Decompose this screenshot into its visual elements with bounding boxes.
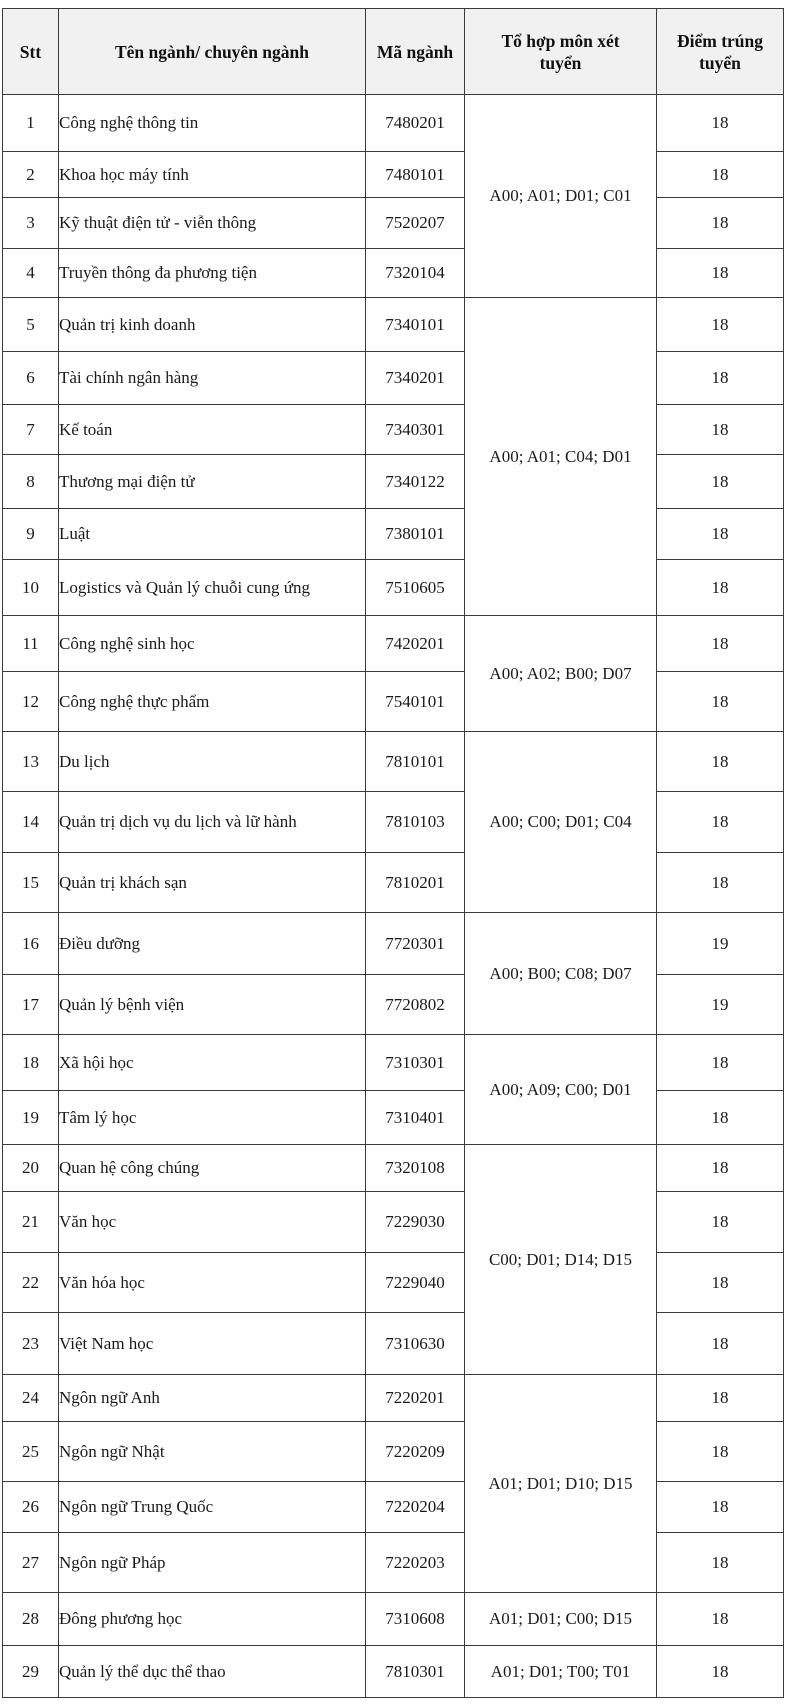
table-row xyxy=(3,95,784,152)
row-major-code: 7220201 xyxy=(366,1375,465,1422)
admission-scores-table xyxy=(2,8,784,1698)
table-row xyxy=(3,1313,784,1375)
row-major-code: 7720802 xyxy=(366,975,465,1035)
row-stt: 27 xyxy=(3,1533,59,1593)
row-stt: 5 xyxy=(3,298,59,352)
table-row xyxy=(3,509,784,560)
row-admission-score: 18 xyxy=(657,732,784,792)
row-major-name: Việt Nam học xyxy=(59,1313,366,1375)
row-admission-score: 18 xyxy=(657,1422,784,1482)
row-stt: 21 xyxy=(3,1192,59,1253)
row-admission-score: 18 xyxy=(657,792,784,853)
row-admission-score: 18 xyxy=(657,352,784,405)
subject-combination-cell: A00; C00; D01; C04 xyxy=(465,732,657,913)
row-stt: 15 xyxy=(3,853,59,913)
row-major-code: 7510605 xyxy=(366,560,465,616)
table-row xyxy=(3,732,784,792)
row-admission-score: 18 xyxy=(657,1091,784,1145)
row-stt: 12 xyxy=(3,672,59,732)
table-row xyxy=(3,455,784,509)
row-major-code: 7810101 xyxy=(366,732,465,792)
subject-combination-cell: A00; A09; C00; D01 xyxy=(465,1035,657,1145)
row-major-name: Quan hệ công chúng xyxy=(59,1145,366,1192)
row-stt: 13 xyxy=(3,732,59,792)
row-major-name: Tâm lý học xyxy=(59,1091,366,1145)
row-major-code: 7310401 xyxy=(366,1091,465,1145)
table-row xyxy=(3,1533,784,1593)
row-major-code: 7480101 xyxy=(366,152,465,198)
table-row xyxy=(3,1253,784,1313)
row-admission-score: 18 xyxy=(657,1192,784,1253)
row-admission-score: 18 xyxy=(657,152,784,198)
table-row xyxy=(3,198,784,249)
subject-combination-cell: C00; D01; D14; D15 xyxy=(465,1145,657,1375)
table-row xyxy=(3,853,784,913)
row-stt: 1 xyxy=(3,95,59,152)
row-major-code: 7810103 xyxy=(366,792,465,853)
row-major-code: 7310630 xyxy=(366,1313,465,1375)
header-subject-combination xyxy=(465,9,657,95)
header-major-name: Tên ngành/ chuyên ngành xyxy=(59,9,366,95)
row-major-name: Ngôn ngữ Nhật xyxy=(59,1422,366,1482)
row-admission-score: 18 xyxy=(657,455,784,509)
subject-combination-cell: A01; D01; T00; T01 xyxy=(465,1646,657,1698)
row-stt: 29 xyxy=(3,1646,59,1698)
row-major-code: 7310301 xyxy=(366,1035,465,1091)
row-major-code: 7420201 xyxy=(366,616,465,672)
subject-combination-cell: A00; A01; D01; C01 xyxy=(465,95,657,298)
table-row xyxy=(3,1145,784,1192)
row-admission-score: 18 xyxy=(657,1145,784,1192)
row-major-code: 7340301 xyxy=(366,405,465,455)
table-row xyxy=(3,913,784,975)
row-major-code: 7810201 xyxy=(366,853,465,913)
row-major-name: Đông phương học xyxy=(59,1593,366,1646)
subject-combination-cell: A00; B00; C08; D07 xyxy=(465,913,657,1035)
row-stt: 6 xyxy=(3,352,59,405)
row-major-code: 7229040 xyxy=(366,1253,465,1313)
row-admission-score: 18 xyxy=(657,672,784,732)
table-row xyxy=(3,1422,784,1482)
row-admission-score: 18 xyxy=(657,1313,784,1375)
table-row xyxy=(3,560,784,616)
row-major-code: 7320104 xyxy=(366,249,465,298)
row-major-name: Quản trị kinh doanh xyxy=(59,298,366,352)
row-stt: 8 xyxy=(3,455,59,509)
row-stt: 3 xyxy=(3,198,59,249)
row-major-name: Thương mại điện tử xyxy=(59,455,366,509)
row-stt: 10 xyxy=(3,560,59,616)
row-major-code: 7220204 xyxy=(366,1482,465,1533)
row-major-code: 7380101 xyxy=(366,509,465,560)
row-admission-score: 18 xyxy=(657,405,784,455)
table-row xyxy=(3,1593,784,1646)
row-admission-score: 18 xyxy=(657,1593,784,1646)
row-major-name: Văn học xyxy=(59,1192,366,1253)
header-admission-score-label: Điểm trúng tuyển xyxy=(676,30,764,73)
table-row xyxy=(3,616,784,672)
row-major-code: 7340201 xyxy=(366,352,465,405)
row-major-code: 7720301 xyxy=(366,913,465,975)
table-row xyxy=(3,672,784,732)
row-admission-score: 18 xyxy=(657,1375,784,1422)
header-subject-combination-label: Tổ hợp môn xét tuyển xyxy=(501,30,620,73)
row-admission-score: 18 xyxy=(657,298,784,352)
table-row xyxy=(3,298,784,352)
table-row xyxy=(3,405,784,455)
row-admission-score: 18 xyxy=(657,1035,784,1091)
row-stt: 18 xyxy=(3,1035,59,1091)
row-major-name: Ngôn ngữ Trung Quốc xyxy=(59,1482,366,1533)
row-admission-score: 19 xyxy=(657,913,784,975)
table-row xyxy=(3,352,784,405)
row-major-name: Công nghệ sinh học xyxy=(59,616,366,672)
row-major-code: 7340122 xyxy=(366,455,465,509)
row-major-name: Kế toán xyxy=(59,405,366,455)
row-stt: 26 xyxy=(3,1482,59,1533)
row-stt: 7 xyxy=(3,405,59,455)
row-major-name: Quản lý bệnh viện xyxy=(59,975,366,1035)
row-major-code: 7220203 xyxy=(366,1533,465,1593)
row-major-name: Ngôn ngữ Pháp xyxy=(59,1533,366,1593)
row-admission-score: 18 xyxy=(657,560,784,616)
row-admission-score: 18 xyxy=(657,1533,784,1593)
row-stt: 22 xyxy=(3,1253,59,1313)
row-stt: 11 xyxy=(3,616,59,672)
table-row xyxy=(3,792,784,853)
row-stt: 23 xyxy=(3,1313,59,1375)
row-major-name: Quản trị dịch vụ du lịch và lữ hành xyxy=(59,792,366,853)
row-major-name: Kỹ thuật điện tử - viễn thông xyxy=(59,198,366,249)
row-major-name: Du lịch xyxy=(59,732,366,792)
row-stt: 2 xyxy=(3,152,59,198)
row-admission-score: 18 xyxy=(657,509,784,560)
row-major-name: Khoa học máy tính xyxy=(59,152,366,198)
table-row xyxy=(3,1646,784,1698)
table-row xyxy=(3,1091,784,1145)
row-stt: 17 xyxy=(3,975,59,1035)
row-major-name: Điều dưỡng xyxy=(59,913,366,975)
subject-combination-cell: A01; D01; C00; D15 xyxy=(465,1593,657,1646)
row-admission-score: 18 xyxy=(657,1482,784,1533)
row-major-code: 7480201 xyxy=(366,95,465,152)
row-admission-score: 18 xyxy=(657,853,784,913)
row-major-name: Xã hội học xyxy=(59,1035,366,1091)
row-admission-score: 18 xyxy=(657,616,784,672)
row-major-name: Công nghệ thực phẩm xyxy=(59,672,366,732)
row-admission-score: 18 xyxy=(657,1253,784,1313)
row-major-code: 7340101 xyxy=(366,298,465,352)
row-major-code: 7229030 xyxy=(366,1192,465,1253)
header-stt: Stt xyxy=(3,9,59,95)
table-row xyxy=(3,1375,784,1422)
row-major-name: Quản trị khách sạn xyxy=(59,853,366,913)
row-stt: 19 xyxy=(3,1091,59,1145)
row-major-name: Công nghệ thông tin xyxy=(59,95,366,152)
row-major-code: 7310608 xyxy=(366,1593,465,1646)
row-admission-score: 18 xyxy=(657,95,784,152)
row-major-code: 7320108 xyxy=(366,1145,465,1192)
table-body xyxy=(3,95,784,1698)
row-major-name: Văn hóa học xyxy=(59,1253,366,1313)
table-row xyxy=(3,975,784,1035)
row-major-name: Ngôn ngữ Anh xyxy=(59,1375,366,1422)
row-major-name: Luật xyxy=(59,509,366,560)
subject-combination-cell: A00; A02; B00; D07 xyxy=(465,616,657,732)
row-stt: 16 xyxy=(3,913,59,975)
subject-combination-cell: A00; A01; C04; D01 xyxy=(465,298,657,616)
row-stt: 28 xyxy=(3,1593,59,1646)
row-major-code: 7520207 xyxy=(366,198,465,249)
row-major-name: Logistics và Quản lý chuỗi cung ứng xyxy=(59,560,366,616)
row-major-name: Quản lý thể dục thể thao xyxy=(59,1646,366,1698)
subject-combination-cell: A01; D01; D10; D15 xyxy=(465,1375,657,1593)
header-row xyxy=(3,9,784,95)
table-row xyxy=(3,1192,784,1253)
row-stt: 4 xyxy=(3,249,59,298)
row-stt: 9 xyxy=(3,509,59,560)
table-header xyxy=(3,9,784,95)
table-row xyxy=(3,152,784,198)
row-admission-score: 18 xyxy=(657,198,784,249)
row-admission-score: 18 xyxy=(657,249,784,298)
table-row xyxy=(3,249,784,298)
row-major-name: Truyền thông đa phương tiện xyxy=(59,249,366,298)
row-stt: 20 xyxy=(3,1145,59,1192)
row-major-code: 7540101 xyxy=(366,672,465,732)
row-admission-score: 19 xyxy=(657,975,784,1035)
row-stt: 14 xyxy=(3,792,59,853)
row-major-code: 7220209 xyxy=(366,1422,465,1482)
header-major-code: Mã ngành xyxy=(366,9,465,95)
row-admission-score: 18 xyxy=(657,1646,784,1698)
row-stt: 25 xyxy=(3,1422,59,1482)
table-row xyxy=(3,1035,784,1091)
row-major-name: Tài chính ngân hàng xyxy=(59,352,366,405)
table-row xyxy=(3,1482,784,1533)
header-admission-score xyxy=(657,9,784,95)
row-major-code: 7810301 xyxy=(366,1646,465,1698)
row-stt: 24 xyxy=(3,1375,59,1422)
